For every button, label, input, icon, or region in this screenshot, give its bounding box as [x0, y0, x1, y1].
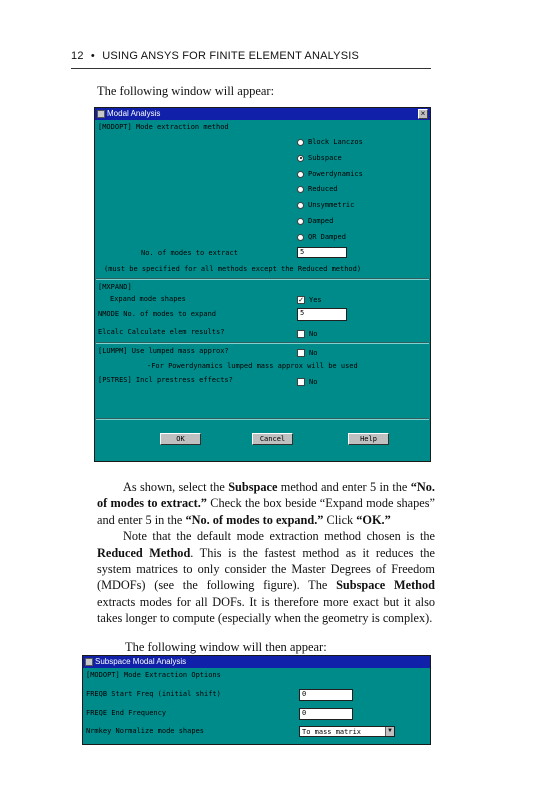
help-button[interactable]: Help [348, 433, 389, 445]
subspace-modal-analysis-dialog [82, 655, 431, 745]
method-radio[interactable] [297, 202, 304, 209]
window-menu-icon[interactable] [97, 110, 105, 118]
method-radio[interactable] [297, 171, 304, 178]
header-rule [71, 68, 431, 69]
window-menu-icon[interactable] [85, 658, 93, 666]
close-icon[interactable]: × [418, 109, 428, 119]
method-radio[interactable] [297, 155, 304, 162]
running-head [71, 50, 359, 62]
pstres-value: No [309, 378, 318, 386]
page-number: 12 [71, 50, 84, 62]
book-title: USING ANSYS FOR FINITE ELEMENT ANALYSIS [102, 50, 360, 62]
intro-text: The following window will appear: [97, 84, 275, 98]
freqb-label: FREQB Start Freq (initial shift) [86, 690, 221, 698]
freqb-input[interactable]: 0 [299, 689, 353, 701]
divider [96, 418, 429, 420]
method-label: Powerdynamics [308, 169, 363, 178]
chevron-down-icon[interactable]: ▼ [385, 727, 394, 736]
pstres-label: [PSTRES] Incl prestress effects? [98, 376, 233, 384]
nmode-input[interactable]: 5 [297, 308, 347, 321]
freqe-label: FREQE End Frequency [86, 709, 167, 717]
nrmkey-selected-value: To mass matrix [302, 728, 362, 736]
header-bullet: • [90, 50, 95, 62]
modopt-label: [MODOPT] Mode extraction method [98, 123, 229, 131]
method-label: Block Lanczos [308, 138, 363, 146]
lumpm-value: No [309, 349, 318, 357]
method-radio[interactable] [297, 218, 304, 225]
nrmkey-label: Nrmkey Normalize mode shapes [86, 727, 205, 735]
expand-value: Yes [309, 296, 322, 304]
method-label: Subspace [308, 153, 342, 162]
lumpm-label: [LUMPM] Use lumped mass approx? [98, 347, 229, 355]
dialog-titlebar [83, 656, 430, 668]
modopt-label: [MODOPT] Mode Extraction Options [86, 671, 221, 679]
method-label: Unsymmetric [308, 201, 355, 210]
nrmkey-select[interactable] [299, 726, 395, 737]
method-radio[interactable] [297, 234, 304, 241]
dialog-title: Subspace Modal Analysis [95, 657, 187, 666]
nmodes-note: (must be specified for all methods except the Reduced method) [104, 265, 362, 273]
method-radio[interactable] [297, 186, 304, 193]
divider [96, 278, 429, 280]
elcalc-checkbox[interactable] [297, 330, 305, 338]
nmodes-label: No. of modes to extract [141, 249, 238, 257]
then-text: The following window will then appear: [125, 640, 327, 654]
elcalc-value: No [309, 330, 318, 338]
freqe-input[interactable]: 0 [299, 708, 353, 720]
lumpm-checkbox[interactable] [297, 349, 305, 357]
pstres-checkbox[interactable] [297, 378, 305, 386]
method-label: Damped [308, 217, 334, 225]
divider [96, 342, 429, 344]
modal-analysis-dialog [94, 107, 431, 462]
body-text [97, 479, 435, 627]
cancel-button[interactable]: Cancel [252, 433, 293, 445]
paragraph-1: As shown, select the Subspace method and enter 5 in the “No. of modes to extract.” Check the box beside “Expand mode shapes” and enter 5 in the “No. of modes to expand.” Click “OK.” [97, 480, 435, 527]
method-radio[interactable] [297, 139, 304, 146]
method-label: QR Damped [308, 232, 346, 241]
powerdynamics-note: -For Powerdynamics lumped mass approx will be used [147, 362, 358, 370]
nmode-label: NMODE No. of modes to expand [98, 310, 217, 318]
mxpand-label: [MXPAND] [98, 283, 132, 291]
dialog-title: Modal Analysis [107, 109, 161, 118]
ok-button[interactable]: OK [160, 433, 201, 445]
expand-checkbox[interactable]: ✓ [298, 296, 304, 304]
expand-label: Expand mode shapes [110, 295, 186, 303]
method-label: Reduced [308, 185, 338, 194]
paragraph-2: Note that the default mode extraction method chosen is the Reduced Method. This is the fastest method as it reduces the system matrices to only consider the Master Degrees of Freedom (MDOFs) (see the following figure). The Subspace Method extracts modes for all DOFs. It is therefore more exact but it also takes longer to compute (especially when the geometry is complex). [97, 529, 435, 626]
nmodes-input[interactable]: 5 [297, 247, 347, 258]
dialog-titlebar [95, 108, 430, 120]
elcalc-label: Elcalc Calculate elem results? [98, 328, 225, 336]
